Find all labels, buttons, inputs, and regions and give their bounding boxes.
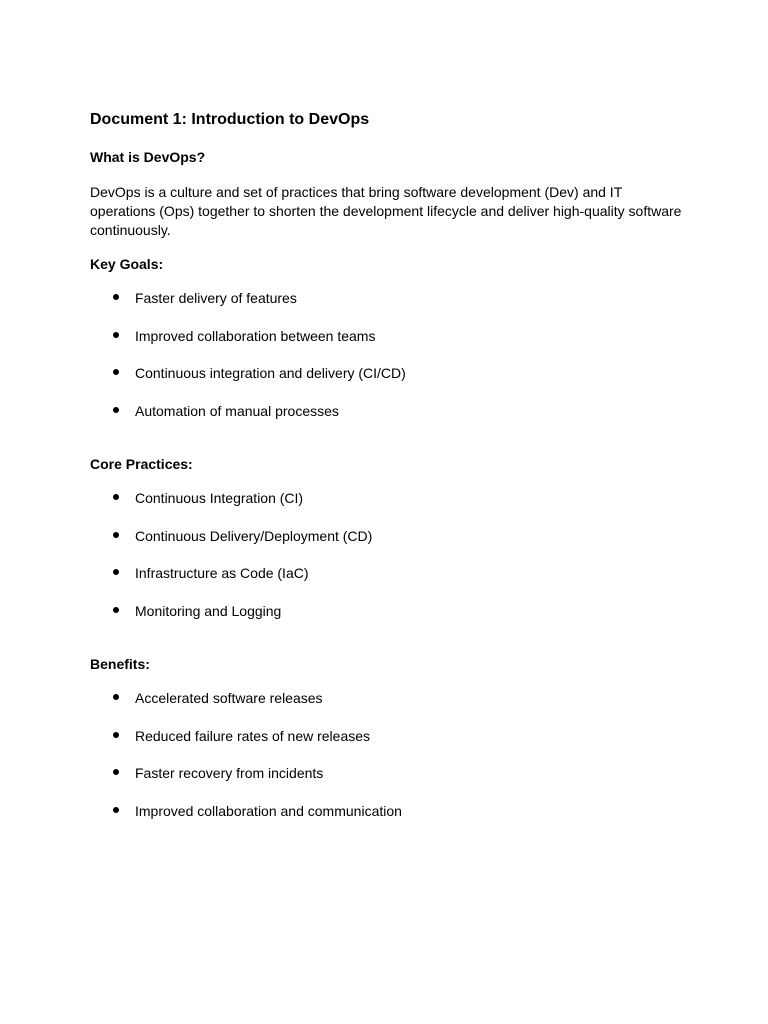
list-item-text: Accelerated software releases — [135, 690, 323, 706]
bullet-icon — [113, 369, 119, 375]
bullet-icon — [113, 694, 119, 700]
intro-paragraph: DevOps is a culture and set of practices that bring software development (Dev) and IT operations (Ops) together to shorten the development lifecycle and deliver high-quality software continuously. — [90, 184, 682, 238]
section-heading-core-practices: Core Practices: — [90, 456, 193, 472]
list-item-text: Continuous integration and delivery (CI/CD) — [135, 365, 406, 382]
list-item-text: Improved collaboration and communication — [135, 802, 402, 819]
benefits-list — [113, 689, 673, 839]
core-practices-list — [113, 489, 673, 639]
list-item — [113, 402, 673, 440]
key-goals-list — [113, 289, 673, 439]
section-heading-benefits: Benefits: — [90, 656, 150, 672]
bullet-icon — [113, 732, 119, 738]
list-item — [113, 764, 673, 802]
list-item — [113, 602, 673, 640]
bullet-icon — [113, 607, 119, 613]
list-item — [113, 689, 673, 727]
bullet-icon — [113, 332, 119, 338]
bullet-icon — [113, 769, 119, 775]
list-item — [113, 327, 673, 365]
section-heading-key-goals: Key Goals: — [90, 256, 164, 272]
bullet-icon — [113, 294, 119, 300]
list-item-text: Infrastructure as Code (IaC) — [135, 565, 309, 582]
bullet-icon — [113, 407, 119, 413]
section-heading-what-is-devops: What is DevOps? — [90, 149, 206, 165]
list-item-text: Faster recovery from incidents — [135, 765, 324, 782]
list-item — [113, 489, 673, 527]
bullet-icon — [113, 494, 119, 500]
list-item-text: Continuous Delivery/Deployment (CD) — [135, 527, 373, 544]
list-item-text: Faster delivery of features — [135, 290, 297, 306]
list-item-text: Improved collaboration between teams — [135, 327, 376, 344]
list-item-text: Continuous Integration (CI) — [135, 490, 304, 506]
bullet-icon — [113, 807, 119, 813]
list-item — [113, 727, 673, 765]
list-item — [113, 564, 673, 602]
list-item-text: Automation of manual processes — [135, 402, 339, 419]
bullet-icon — [113, 569, 119, 575]
list-item — [113, 364, 673, 402]
document-title: Document 1: Introduction to DevOps — [90, 111, 370, 128]
list-item-text: Reduced failure rates of new releases — [135, 727, 371, 744]
list-item-text: Monitoring and Logging — [135, 602, 282, 619]
list-item — [113, 802, 673, 840]
list-item — [113, 527, 673, 565]
list-item — [113, 289, 673, 327]
bullet-icon — [113, 532, 119, 538]
